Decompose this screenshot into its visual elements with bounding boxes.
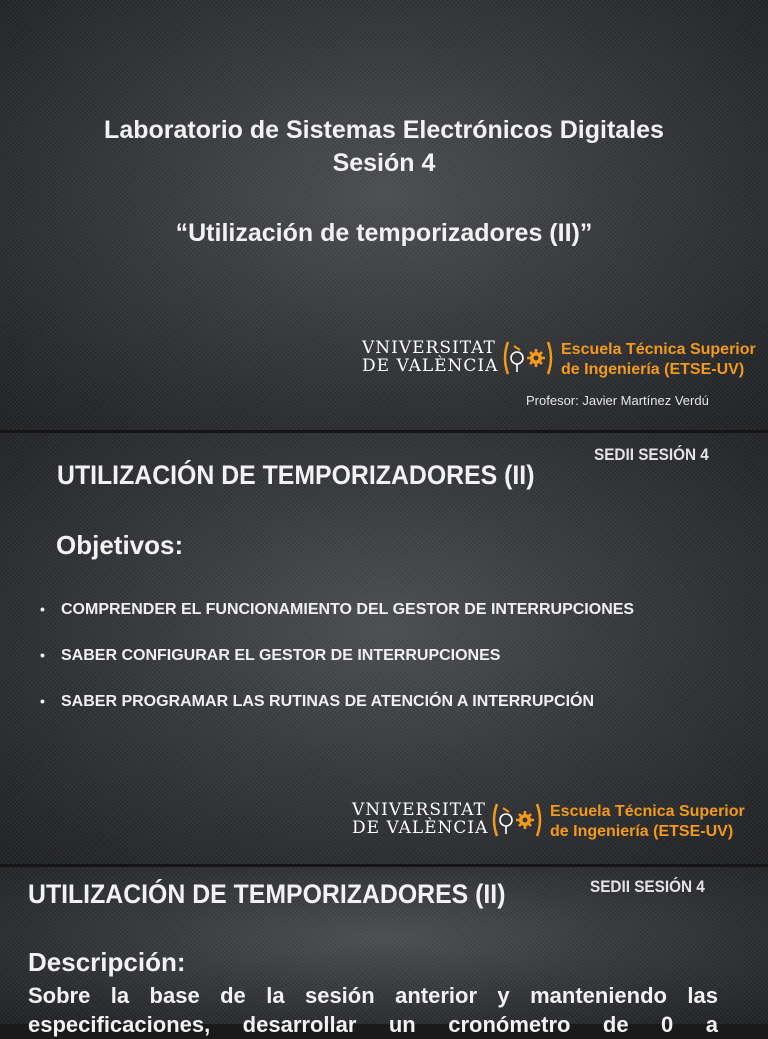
slide-title-line2: Sesión 4 bbox=[332, 149, 436, 177]
section-heading: Descripción: bbox=[28, 947, 186, 977]
section-heading: Objetivos: bbox=[56, 530, 184, 560]
session-tag: SEDII SESIÓN 4 bbox=[590, 877, 705, 896]
description-text: Sobre la base de la sesión anterior y manteniendo las especificaciones, desarrollar un cronómetro de 0 a bbox=[28, 983, 718, 1037]
etse-gear-icon bbox=[489, 800, 545, 842]
title-slide bbox=[0, 0, 768, 430]
uv-logo: VNIVERSITAT DE VALÈNCIA bbox=[362, 338, 499, 376]
uv-logo: VNIVERSITAT DE VALÈNCIA bbox=[352, 800, 489, 838]
list-item: • SABER PROGRAMAR LAS RUTINAS DE ATENCIÓN A INTERRUPCIÓN bbox=[40, 693, 595, 710]
list-item: • COMPRENDER EL FUNCIONAMIENTO DEL GESTOR DE INTERRUPCIONES bbox=[40, 601, 635, 618]
description-slide bbox=[0, 867, 768, 1037]
slide-title-line1: Laboratorio de Sistemas Electrónicos Digitales bbox=[104, 116, 664, 144]
objectives-list bbox=[40, 601, 634, 739]
slide-title: UTILIZACIÓN DE TEMPORIZADORES (II) bbox=[28, 879, 506, 909]
professor-name: Profesor: Javier Martínez Verdú bbox=[526, 393, 709, 408]
etse-gear-icon bbox=[500, 338, 556, 380]
list-item: • SABER CONFIGURAR EL GESTOR DE INTERRUPCIONES bbox=[40, 647, 501, 664]
session-tag: SEDII SESIÓN 4 bbox=[594, 445, 709, 464]
etse-logo-text: Escuela Técnica Superior de Ingeniería (ETSE-UV) bbox=[561, 341, 756, 378]
slide-subtitle: “Utilización de temporizadores (II)” bbox=[175, 219, 593, 247]
objectives-slide bbox=[0, 433, 768, 864]
etse-logo-text: Escuela Técnica Superior de Ingeniería (ETSE-UV) bbox=[550, 803, 745, 840]
slide-title: UTILIZACIÓN DE TEMPORIZADORES (II) bbox=[57, 460, 535, 490]
